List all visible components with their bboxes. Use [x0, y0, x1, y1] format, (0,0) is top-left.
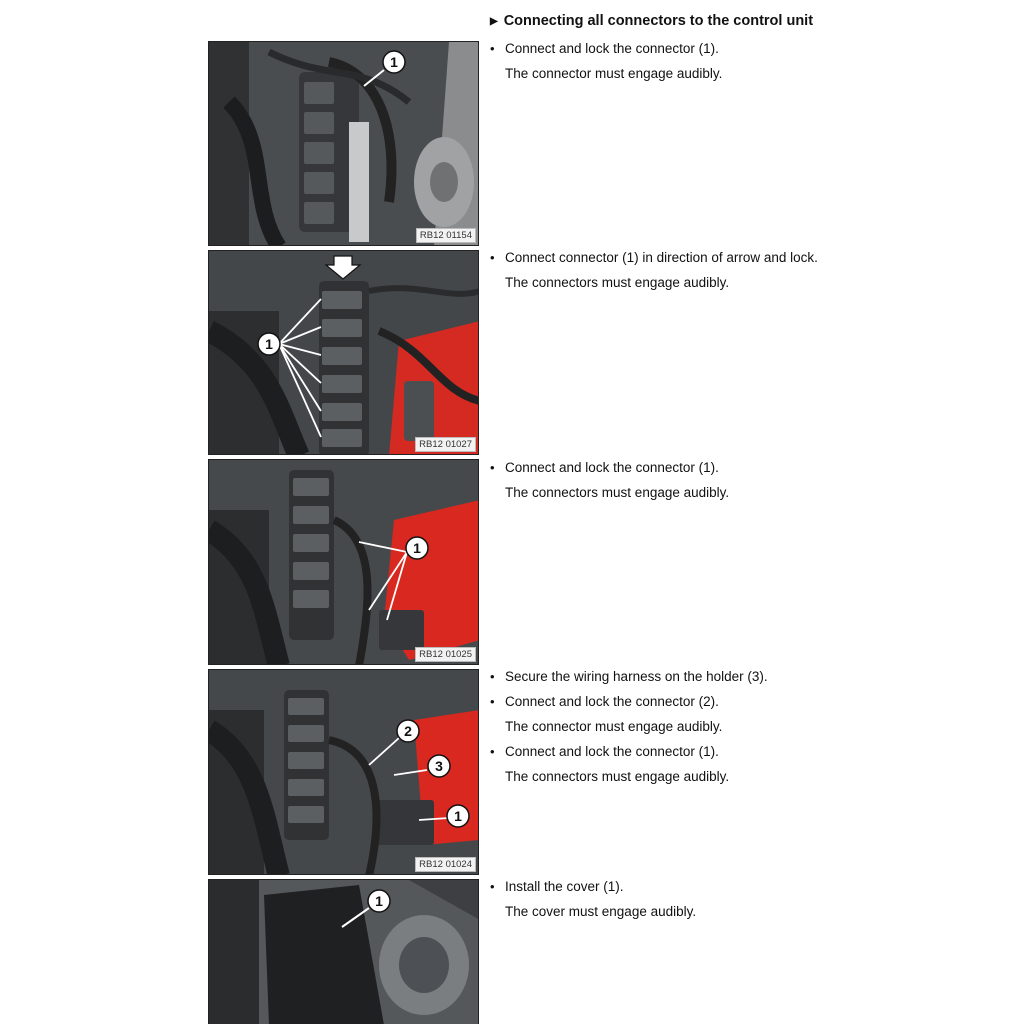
callout-marker: 1	[375, 893, 383, 909]
instruction-line: • Connect and lock the connector (1).	[490, 455, 729, 480]
step-1-photo	[208, 41, 479, 246]
section-heading-text: Connecting all connectors to the control unit	[503, 13, 814, 29]
step-4-instructions	[490, 664, 768, 789]
step-5-photo	[208, 879, 479, 1024]
instruction-line: • Install the cover (1).	[490, 874, 696, 899]
callout-marker: 1	[413, 540, 421, 556]
instruction-line: • Connect and lock the connector (1).	[490, 739, 768, 764]
callout-marker: 1	[390, 54, 398, 70]
instruction-note: The connector must engage audibly.	[505, 66, 723, 81]
step-1-instructions	[490, 36, 722, 86]
instruction-line: • Connect and lock the connector (1).	[490, 36, 722, 61]
step-4-photo	[208, 669, 479, 875]
callout-marker: 1	[265, 336, 273, 352]
callout-marker: 1	[454, 808, 462, 824]
image-reference: RB12 01024	[415, 857, 476, 872]
callout-marker: 2	[404, 723, 412, 739]
image-reference: RB12 01027	[415, 437, 476, 452]
instruction-line: • Secure the wiring harness on the holder (3).	[490, 664, 768, 689]
step-5-instructions	[490, 874, 696, 924]
instruction-note: The cover must engage audibly.	[505, 904, 697, 919]
step-3-photo	[208, 459, 479, 665]
instruction-note: The connector must engage audibly.	[505, 719, 723, 734]
instruction-line: • Connect connector (1) in direction of arrow and lock.	[490, 245, 818, 270]
instruction-note: The connectors must engage audibly.	[505, 485, 730, 500]
instruction-note: The connectors must engage audibly.	[505, 275, 730, 290]
image-reference: RB12 01025	[415, 647, 476, 662]
step-3-instructions	[490, 455, 729, 505]
step-2-photo	[208, 250, 479, 455]
image-reference: RB12 01154	[416, 228, 476, 243]
triangle-bullet-icon: ▶	[490, 16, 498, 27]
section-heading	[490, 13, 813, 29]
instruction-note: The connectors must engage audibly.	[505, 769, 730, 784]
step-2-instructions	[490, 245, 818, 295]
callout-marker: 3	[435, 758, 443, 774]
instruction-line: • Connect and lock the connector (2).	[490, 689, 768, 714]
